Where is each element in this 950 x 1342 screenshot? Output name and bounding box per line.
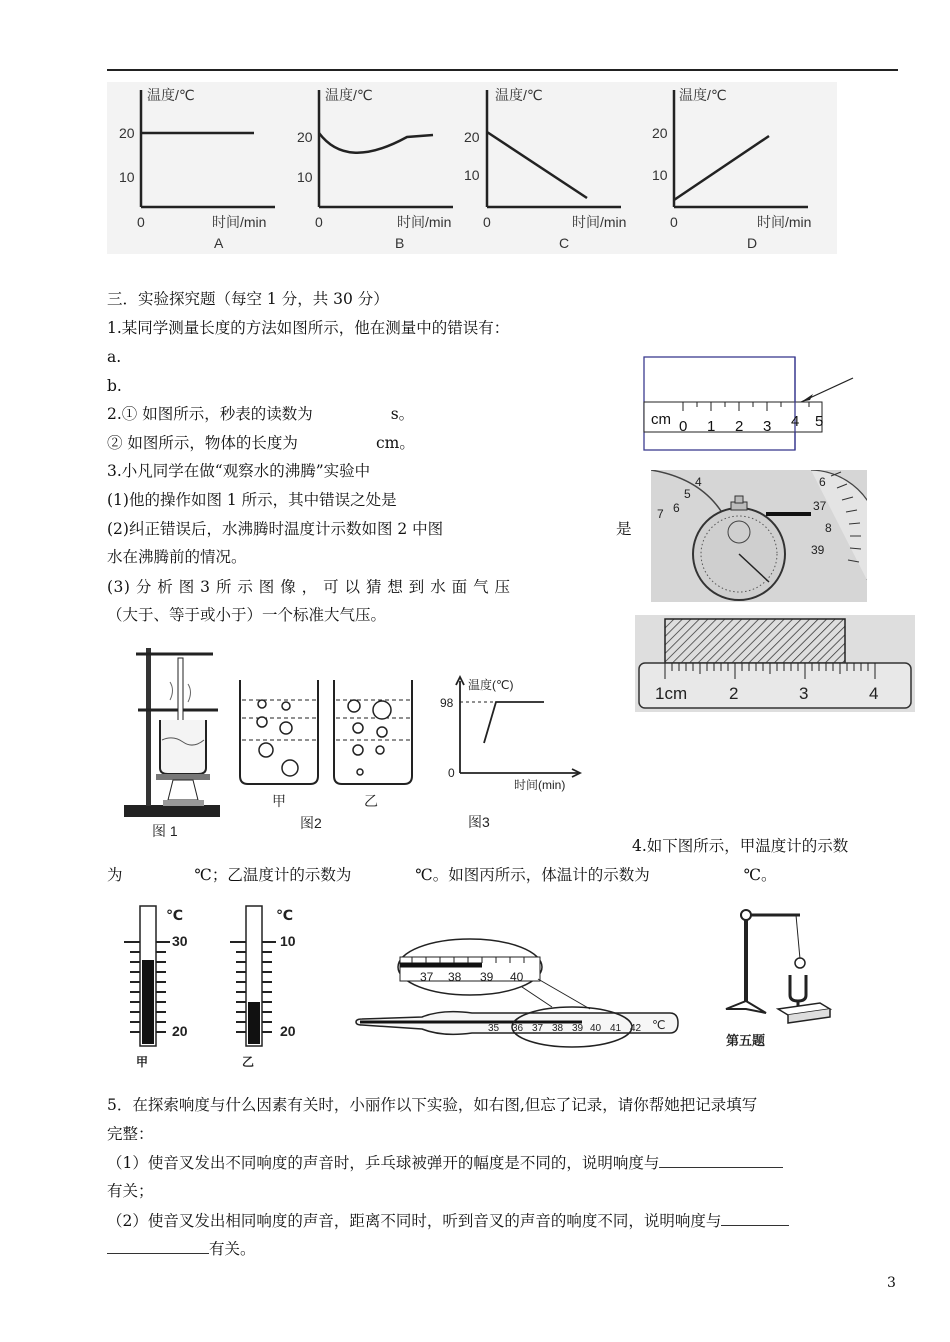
q2-1-unit: s。 [390,405,415,423]
graph-d-ylabel: 温度/℃ [679,87,727,103]
graph-a-letter: A [214,235,224,251]
q3-2-end: 是 [616,520,632,538]
ruler2-tick-1cm: 1cm [655,684,688,703]
fig3-ylabel: 温度(℃) [468,678,514,692]
q4-for: 为 [107,866,123,884]
graph-d-letter: D [747,235,758,251]
jia-tick-20: 20 [172,1023,188,1039]
ruler-tick-5: 5 [815,413,824,430]
graph-c-xlabel: 时间/min [572,214,627,230]
thermometer-yi-figure [228,900,308,1070]
scale-39: 39 [572,1023,584,1034]
tuning-fork-figure [720,897,836,1055]
fig2-jia: 甲 [272,793,286,809]
q4-clinical-unit: ℃。 [743,866,777,884]
graph-b-letter: B [395,235,405,251]
q2-2-text: ② 如图所示，物体的长度为 [107,434,298,452]
graph-c-ylabel: 温度/℃ [495,87,543,103]
graph-b-ylabel: 温度/℃ [325,87,373,103]
fig5-caption: 第五题 [726,1033,766,1048]
stopwatch-label-6: 6 [673,501,680,515]
q3-2-cont: 水在沸腾前的情况。 [107,548,247,566]
zoom-40: 40 [510,970,524,984]
q5-2-text: （2）使音叉发出相同响度的声音，距离不同时，听到音叉的声音的响度不同，说明响度与 [107,1212,722,1230]
graph-a-xlabel: 时间/min [212,214,267,230]
q5-cont: 完整： [107,1125,154,1143]
graph-b-tick-10: 10 [297,169,313,185]
scale-38: 38 [552,1023,564,1034]
fig3-caption: 图3 [468,814,490,830]
graph-c-tick-20: 20 [464,129,480,145]
q3-3-cont: （大于、等于或小于）一个标准大气压。 [107,606,387,624]
q3-2-text: (2)纠正错误后，水沸腾时温度计示数如图 2 中图 [107,520,444,538]
q5-1-end: 有关； [107,1182,154,1200]
q5-text: 5．在探索响度与什么因素有关时，小丽作以下实验，如右图,但忘了记录，请你帮她把记录填写 [107,1096,758,1114]
fig2-yi: 乙 [364,793,378,809]
ruler-tick-2: 2 [735,418,744,435]
stopwatch-label-8: 8 [825,521,832,535]
fig1-caption: 图 1 [152,823,178,839]
graph-d-xlabel: 时间/min [757,214,812,230]
clinical-unit: ℃ [652,1018,666,1032]
q3-3-text: (3) 分 析 图 3 所 示 图 像 ， 可 以 猜 想 到 水 面 气 压 [107,578,511,596]
q2-2-unit: cm。 [375,434,415,452]
graph-d-tick-0: 0 [670,214,678,230]
scale-37: 37 [532,1023,544,1034]
jia-unit: ℃ [166,907,183,923]
q2-1-text: 2.① 如图所示，秒表的读数为 [107,405,313,423]
jia-tick-30: 30 [172,933,188,949]
ruler-tick-0: 0 [679,418,688,435]
graph-a-ylabel: 温度/℃ [147,87,195,103]
yi-label: 乙 [242,1055,255,1069]
boiling-apparatus-figure [118,640,228,840]
fig3-value-98: 98 [440,696,454,710]
scale-41: 41 [610,1023,622,1034]
scale-36: 36 [512,1023,524,1034]
yi-unit: ℃ [276,907,293,923]
graph-b-tick-20: 20 [297,129,313,145]
graph-d-tick-10: 10 [652,167,668,183]
ruler-measurement-figure [643,356,863,452]
q2-2-line [107,433,415,453]
graph-c-letter: C [559,235,570,251]
q3-text: 3.小凡同学在做“观察水的沸腾”实验中 [107,462,371,480]
q3-1-text: (1)他的操作如图 1 所示，其中错误之处是 [107,491,397,509]
stopwatch-figure [651,470,867,602]
q5-2-end: 有关。 [209,1240,256,1258]
graph-a-tick-10: 10 [119,169,135,185]
ruler-tick-3: 3 [763,418,772,435]
q4-yi-unit: ℃。如图丙所示，体温计的示数为 [415,866,650,884]
section-heading: 三．实验探究题（每空 1 分，共 30 分） [107,290,389,308]
temperature-time-graphs [107,82,837,254]
block-ruler-figure [635,615,915,712]
boiling-beakers-figure [236,676,416,836]
thermometer-jia-figure [116,900,196,1070]
yi-tick-20: 20 [280,1023,296,1039]
q5-2-end-line [107,1239,256,1259]
header-rule [107,69,898,71]
fig3-xlabel: 时间(min) [514,778,566,792]
q5-1-text: （1）使音叉发出不同响度的声音时，乒乓球被弹开的幅度是不同的，说明响度与 [107,1154,660,1172]
q1-text: 1.某同学测量长度的方法如图所示，他在测量中的错误有： [107,319,510,337]
q2-1-line [107,404,414,424]
scale-42: 42 [630,1023,642,1034]
graph-c-tick-0: 0 [483,214,491,230]
ruler-unit: cm [651,411,671,428]
ruler2-tick-3: 3 [799,684,809,703]
zoom-38: 38 [448,970,462,984]
page-number: 3 [887,1275,896,1291]
zoom-37: 37 [420,970,434,984]
q1-b: b. [107,377,122,395]
graph-a-tick-0: 0 [137,214,145,230]
yi-tick-10: 10 [280,933,296,949]
scale-40: 40 [590,1023,602,1034]
q4-heading: 4.如下图所示，甲温度计的示数 [632,837,849,855]
stopwatch-label-37: 37 [813,499,827,513]
q4-jia-unit: ℃；乙温度计的示数为 [194,866,352,884]
stopwatch-label-39: 39 [811,543,825,557]
stopwatch-label-5: 5 [684,487,691,501]
graph-b-xlabel: 时间/min [397,214,452,230]
fig2-caption: 图2 [300,815,322,831]
stopwatch-label-4: 4 [695,475,702,489]
graph-b-tick-0: 0 [315,214,323,230]
graph-a-tick-20: 20 [119,125,135,141]
q4-line [107,865,777,885]
ruler-tick-1: 1 [707,418,716,435]
graph-d-tick-20: 20 [652,125,668,141]
graph-c-tick-10: 10 [464,167,480,183]
scale-35: 35 [488,1023,500,1034]
ruler-tick-4: 4 [791,413,800,430]
ruler2-tick-4: 4 [869,684,879,703]
boiling-graph-figure [438,673,590,838]
fig3-zero: 0 [448,766,455,780]
zoom-39: 39 [480,970,494,984]
stopwatch-label-7: 7 [657,507,664,521]
q1-a: a. [107,348,122,366]
stopwatch-label-6b: 6 [819,475,826,489]
jia-label: 甲 [136,1055,149,1069]
q5-1-line [107,1153,783,1173]
clinical-thermometer-figure [352,937,682,1055]
q5-2-line [107,1211,789,1231]
ruler2-tick-2: 2 [729,684,739,703]
